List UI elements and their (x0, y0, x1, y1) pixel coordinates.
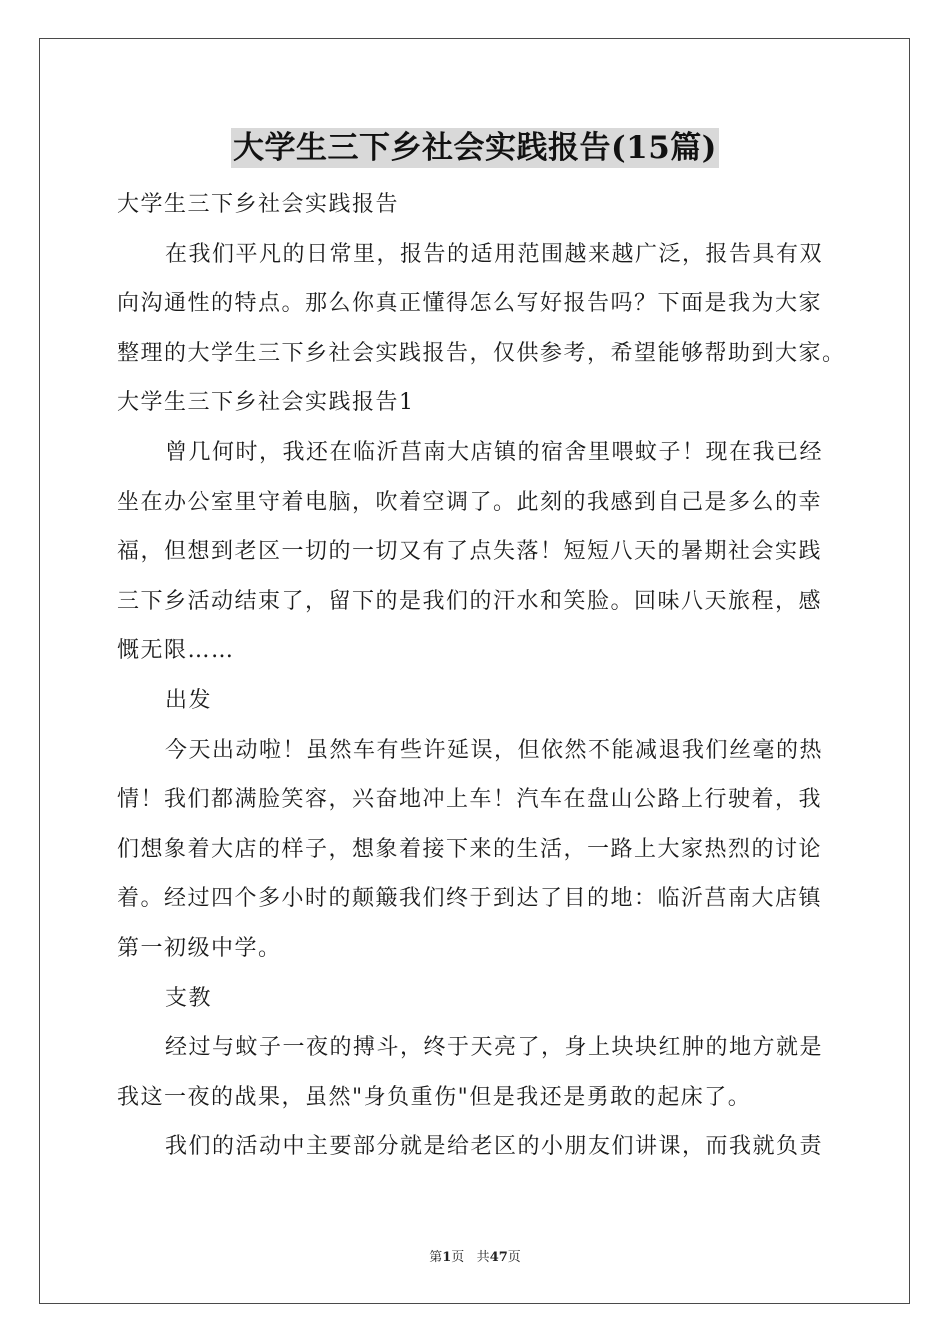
text-line: 经过与蚊子一夜的搏斗，终于天亮了，身上块块红肿的地方就是 (165, 1035, 824, 1061)
text-line: 们想象着大店的样子，想象着接下来的生活，一路上大家热烈的讨论 (117, 836, 823, 862)
title-container (0, 128, 950, 168)
text-line: 大学生三下乡社会实践报告 (117, 192, 400, 217)
page-label: 第 (429, 1250, 443, 1265)
text-line: 着。经过四个多小时的颠簸我们终于到达了目的地：临沂莒南大店镇 (117, 886, 823, 912)
total-pages: 47 (489, 1250, 508, 1265)
text-line: 福，但想到老区一切的一切又有了点失落！短短八天的暑期社会实践 (117, 539, 823, 565)
total-label: 共 (476, 1250, 490, 1265)
total-unit: 页 (507, 1250, 521, 1265)
text-line: 坐在办公室里守着电脑，吹着空调了。此刻的我感到自己是多么的幸 (117, 489, 823, 515)
page-unit: 页 (451, 1250, 465, 1265)
text-line: 第一初级中学。 (117, 935, 282, 961)
text-line: 向沟通性的特点。那么你真正懂得怎么写好报告吗？下面是我为大家 (117, 291, 823, 317)
text-line: 我们的活动中主要部分就是给老区的小朋友们讲课，而我就负责 (165, 1134, 824, 1160)
page-footer (0, 1246, 950, 1265)
document-body (117, 180, 846, 1172)
page-number: 1 (442, 1250, 452, 1265)
text-line: 支教 (165, 985, 213, 1011)
document-title: 大学生三下乡社会实践报告(15篇) (233, 130, 717, 166)
text-line: 出发 (165, 687, 213, 713)
text-line: 大学生三下乡社会实践报告1 (117, 390, 415, 416)
text-line: 慨无限…… (117, 638, 235, 664)
text-line: 今天出动啦！虽然车有些许延误，但依然不能减退我们丝毫的热 (165, 737, 824, 763)
text-line: 我这一夜的战果，虽然"身负重伤"但是我还是勇敢的起床了。 (117, 1084, 752, 1110)
text-line: 曾几何时，我还在临沂莒南大店镇的宿舍里喂蚊子！现在我已经 (165, 439, 824, 465)
text-line: 整理的大学生三下乡社会实践报告，仅供参考，希望能够帮助到大家。 (117, 340, 846, 366)
text-line: 情！我们都满脸笑容，兴奋地冲上车！汽车在盘山公路上行驶着，我 (117, 787, 823, 813)
text-line: 在我们平凡的日常里，报告的适用范围越来越广泛，报告具有双 (165, 241, 824, 267)
text-line: 三下乡活动结束了，留下的是我们的汗水和笑脸。回味八天旅程，感 (117, 588, 823, 614)
